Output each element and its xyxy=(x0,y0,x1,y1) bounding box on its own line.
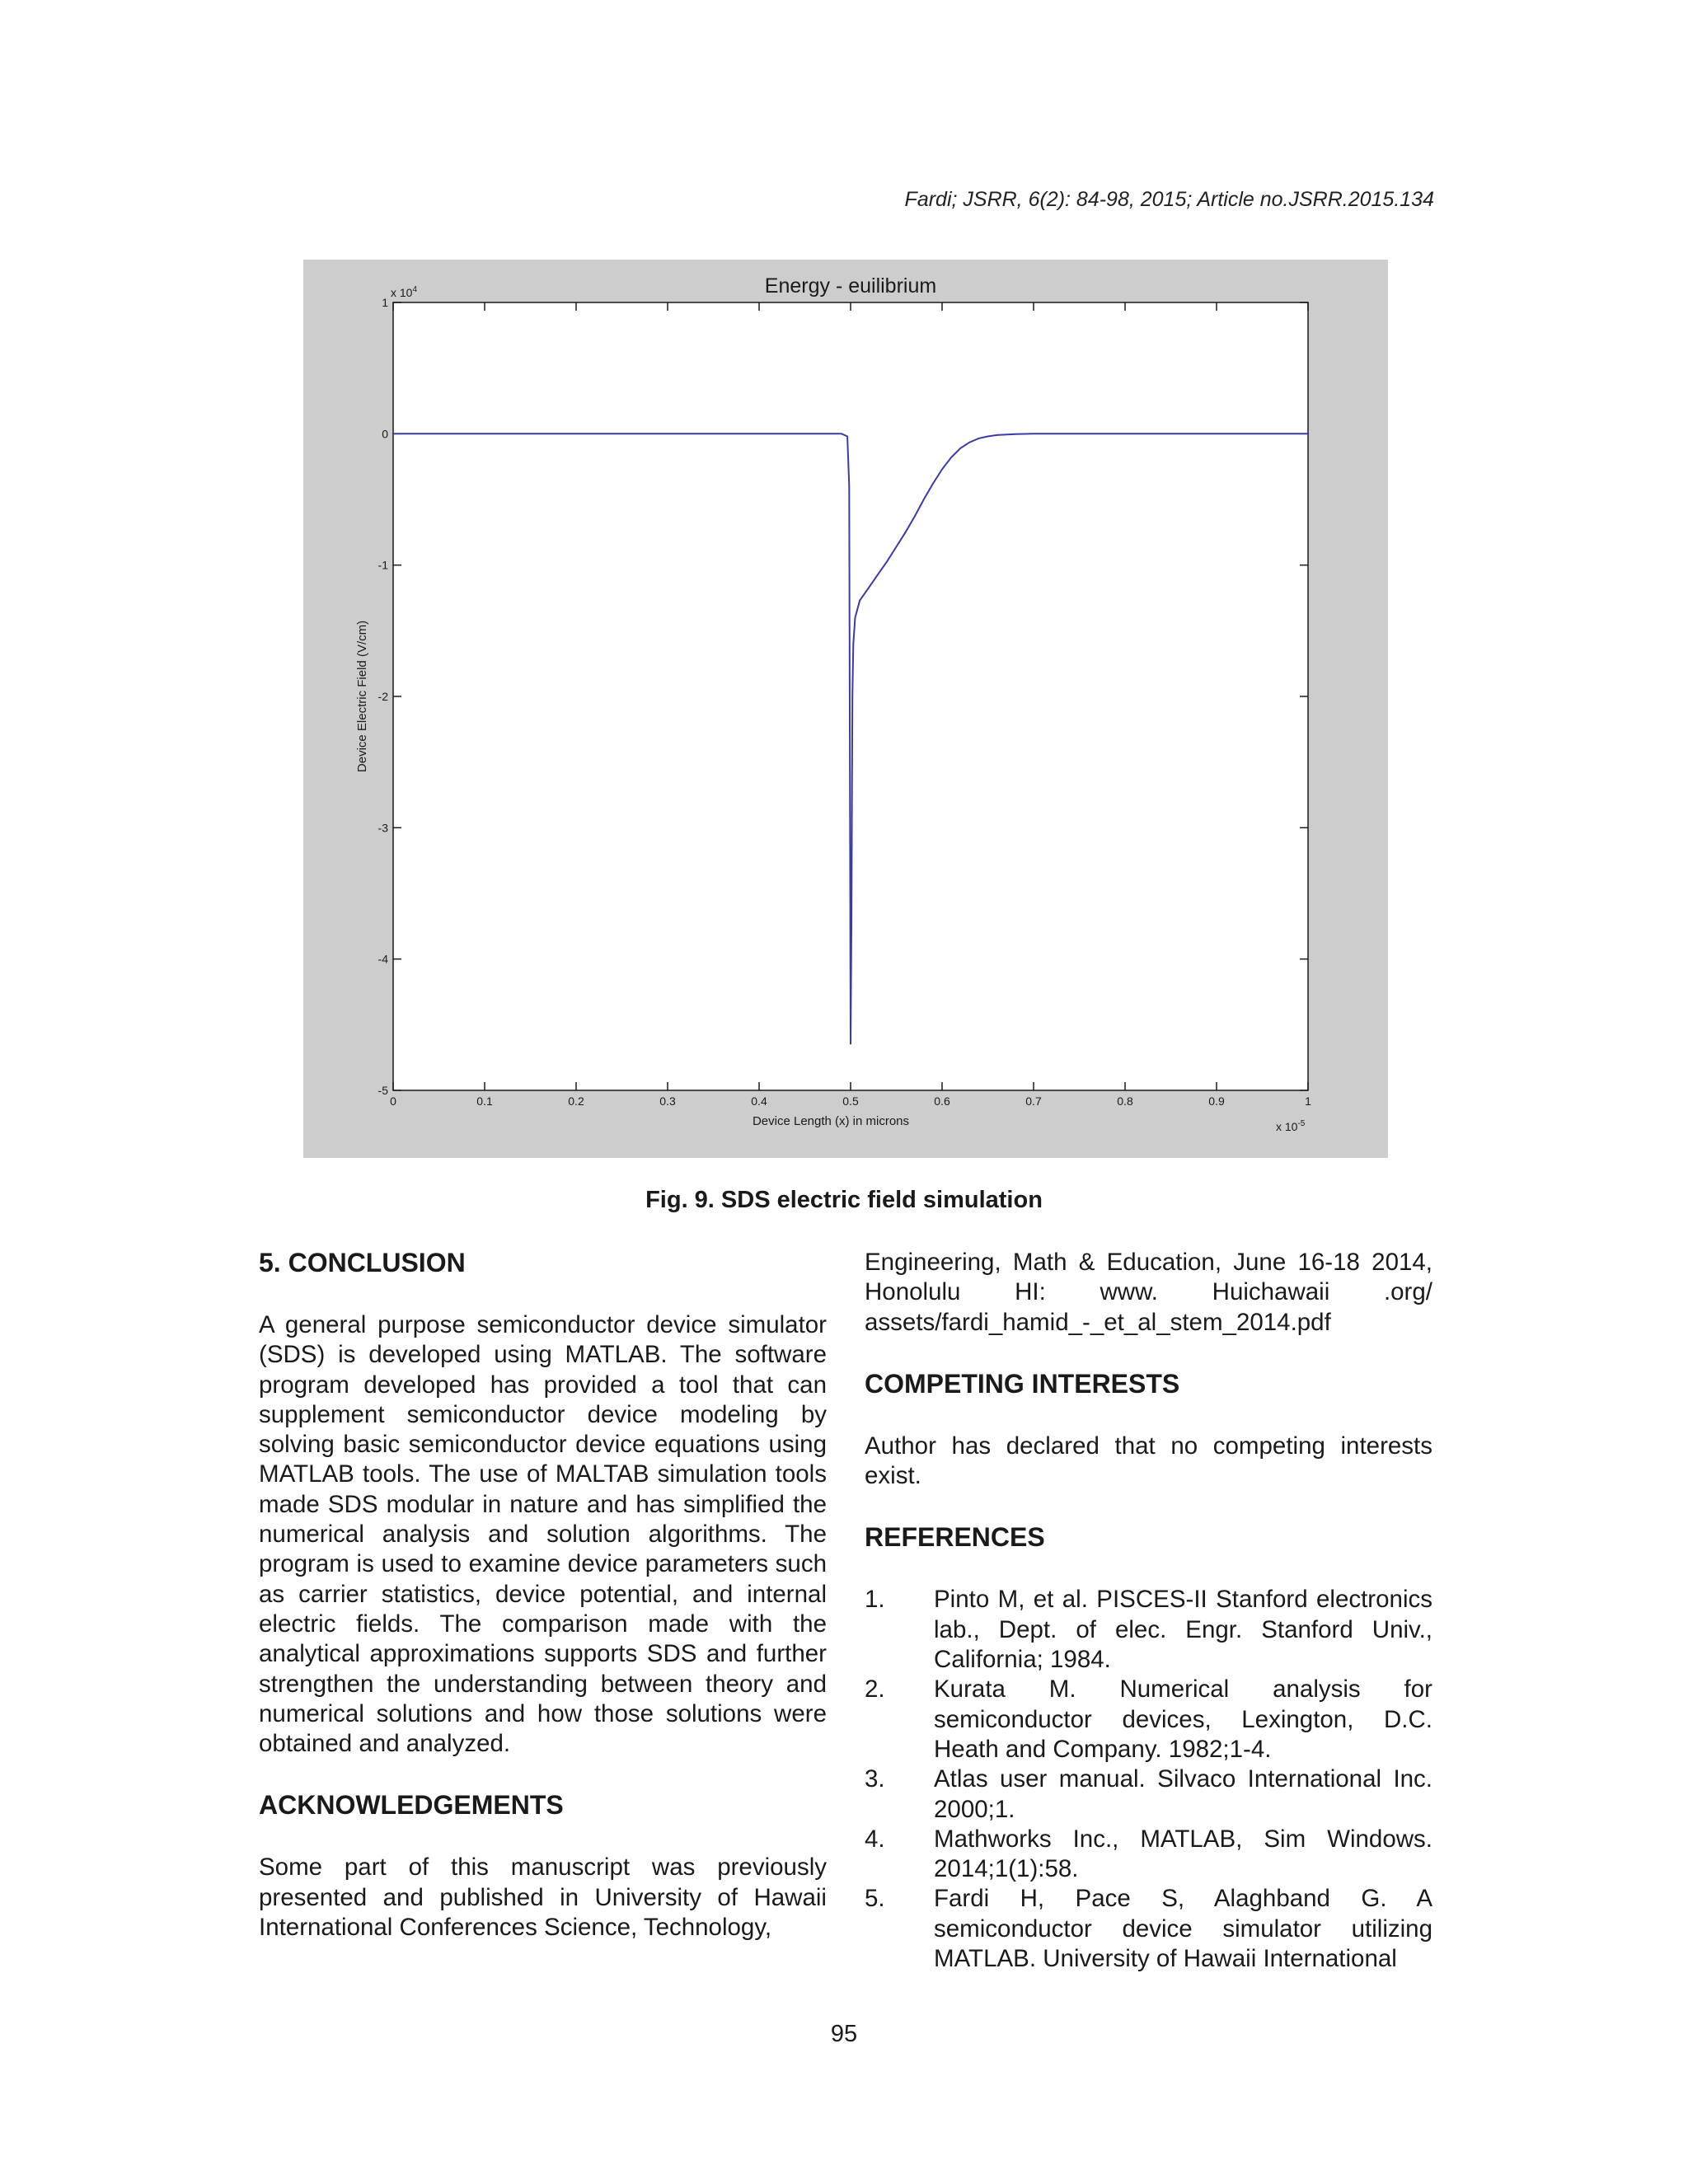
acknowledgements-text: Some part of this manuscript was previously presented and published in University of Hawaii International Conferences Science, Technology, xyxy=(259,1854,827,1942)
reference-item: 3. Atlas user manual. Silvaco International Inc. 2000;1. xyxy=(865,1765,1432,1823)
x-multiplier: x $10^{-5}$ xyxy=(1276,1119,1306,1133)
x-tick-label: 0.1 xyxy=(476,1094,493,1108)
x-tick-label: 0.6 xyxy=(934,1094,950,1108)
competing-heading: COMPETING INTERESTS xyxy=(865,1368,1180,1399)
figure-caption: Fig. 9. SDS electric field simulation xyxy=(645,1187,1043,1213)
figure xyxy=(303,260,1388,1158)
page-number: 95 xyxy=(830,2021,858,2047)
y-tick-label: -4 xyxy=(377,952,388,966)
y-axis-label: Device Electric Field (V/cm) xyxy=(355,620,369,773)
y-tick-label: -3 xyxy=(377,821,388,835)
reference-item: 1. Pinto M, et al. PISCES-II Stanford electronics lab., Dept. of elec. Engr. Stanford Univ., California; 1984. xyxy=(865,1586,1432,1674)
reference-item: 5. Fardi H, Pace S, Alaghband G. A semiconductor device simulator utilizing MATLAB. University of Hawaii International xyxy=(865,1885,1432,1973)
right-column xyxy=(865,1246,1432,1974)
y-tick-label: 0 xyxy=(382,427,388,441)
x-tick-label: 0.2 xyxy=(568,1094,584,1108)
competing-text: Author has declared that no competing interests exist. xyxy=(865,1432,1432,1490)
acknowledgements-heading: ACKNOWLEDGEMENTS xyxy=(259,1790,564,1821)
reference-item: 2. Kurata M. Numerical analysis for semiconductor devices, Lexington, D.C. Heath and Company. 1982;1-4. xyxy=(865,1675,1432,1763)
y-multiplier: x $10^4$ xyxy=(391,285,418,299)
x-tick-label: 1 xyxy=(1305,1094,1311,1108)
chart-title: Energy - euilibrium xyxy=(764,274,937,298)
running-head: Fardi; JSRR, 6(2): 84-98, 2015; Article no.JSRR.2015.134 xyxy=(904,188,1434,211)
y-tick-label: 1 xyxy=(382,296,388,309)
y-tick-label: -1 xyxy=(377,558,388,572)
reference-item: 4. Mathworks Inc., MATLAB, Sim Windows. 2014;1(1):58. xyxy=(865,1825,1432,1883)
x-tick-label: 0.8 xyxy=(1117,1094,1133,1108)
x-tick-label: 0.3 xyxy=(659,1094,676,1108)
conclusion-heading: 5. CONCLUSION xyxy=(259,1248,466,1277)
reference-list xyxy=(865,1585,1432,1974)
x-axis-label: Device Length (x) in microns xyxy=(752,1114,910,1128)
conclusion-text: A general purpose semiconductor device simulator (SDS) is developed using MATLAB. The software program developed has provided a tool that can supplement semiconductor device modeling by solving basic semiconductor device equations using MATLAB tools. The use of MALTAB simulation tools made SDS modular in nature and has simplified the numerical analysis and solution algorithms. The program is used to examine device parameters such as carrier statistics, device potential, and internal electric fields. The comparison made with the analytical approximations supports SDS and further strengthen the understanding between theory and numerical solutions and how those solutions were obtained and analyzed. xyxy=(259,1311,827,1758)
left-column xyxy=(259,1246,827,1943)
x-tick-label: 0 xyxy=(390,1094,396,1108)
x-tick-label: 0.7 xyxy=(1025,1094,1042,1108)
electric-field-chart xyxy=(303,260,1388,1158)
y-tick-label: -2 xyxy=(377,690,388,703)
acknowledgements-text-cont: Engineering, Math & Education, June 16-18 2014, Honolulu HI: www. Huichawaii .org/ assets/fardi_hamid_-_et_al_stem_2014.pdf xyxy=(865,1249,1432,1336)
x-tick-label: 0.9 xyxy=(1208,1094,1225,1108)
references-heading: REFERENCES xyxy=(865,1522,1045,1553)
x-tick-label: 0.4 xyxy=(751,1094,767,1108)
y-tick-label: -5 xyxy=(377,1084,388,1097)
x-tick-label: 0.5 xyxy=(842,1094,859,1108)
